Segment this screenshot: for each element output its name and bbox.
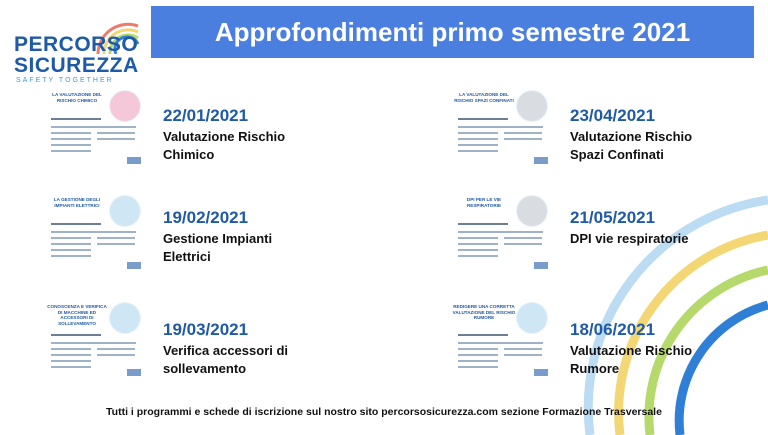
- flyer-thumbnail[interactable]: [45, 88, 145, 168]
- flyer-photo: [516, 302, 548, 334]
- event-title-line1: Valutazione Rischio: [570, 343, 693, 358]
- event-title-line2: Chimico: [163, 147, 215, 162]
- event-date: 19/02/2021: [163, 208, 249, 227]
- flyer-title: DPI PER LE VIE RESPIRATORIE: [466, 197, 502, 208]
- event-date: 21/05/2021: [570, 208, 656, 227]
- event-date: 19/03/2021: [163, 320, 249, 339]
- flyer-title: CONOSCENZA E VERIFICA DI MACCHINE ED ACCESSORI DI SOLLEVAMENTO: [47, 304, 107, 326]
- flyer-thumbnail[interactable]: [452, 300, 552, 380]
- flyer-photo: [516, 90, 548, 122]
- event-title: [570, 230, 689, 248]
- logo-line2: SICUREZZA: [14, 54, 139, 77]
- event-date: 18/06/2021: [570, 320, 656, 339]
- event-title: [163, 128, 285, 164]
- event-title: [570, 128, 692, 164]
- event-date: 22/01/2021: [163, 106, 249, 125]
- flyer-title: REDIGERE UNA CORRETTA VALUTAZIONE DEL RISCHIO RUMORE: [452, 304, 516, 320]
- flyer-photo: [109, 90, 141, 122]
- flyer-thumbnail[interactable]: [452, 88, 552, 168]
- company-logo: [8, 14, 148, 84]
- footer-note: Tutti i programmi e schede di iscrizione sul nostro sito percorsosicurezza.com sezione Formazione Trasversale: [106, 406, 662, 418]
- flyer-photo: [109, 195, 141, 227]
- flyer-title: LA VALUTAZIONE DEL RISCHIO SPAZI CONFINATI: [454, 92, 514, 103]
- title-banner: [151, 6, 754, 58]
- event-title: [163, 342, 288, 378]
- flyer-photo: [516, 195, 548, 227]
- event-date: 23/04/2021: [570, 106, 656, 125]
- event-title-line2: sollevamento: [163, 361, 247, 376]
- event-title-line2: Spazi Confinati: [570, 147, 664, 162]
- event-title-line1: Verifica accessori di: [163, 343, 289, 358]
- event-title-line1: Valutazione Rischio: [570, 129, 693, 144]
- event-title-line1: Valutazione Rischio: [163, 129, 286, 144]
- event-title-line2: Rumore: [570, 361, 620, 376]
- event-title: [163, 230, 272, 266]
- page-title: Approfondimenti primo semestre 2021: [214, 16, 691, 47]
- event-title-line2: Elettrici: [163, 249, 211, 264]
- flyer-thumbnail[interactable]: [45, 300, 145, 380]
- event-title-line1: DPI vie respiratorie: [570, 231, 689, 246]
- logo-tagline: SAFETY TOGETHER: [16, 77, 114, 84]
- logo-line1: PERCORSO: [14, 33, 139, 56]
- flyer-thumbnail[interactable]: [452, 193, 552, 273]
- flyer-photo: [109, 302, 141, 334]
- flyer-thumbnail[interactable]: [45, 193, 145, 273]
- event-title-line1: Gestione Impianti: [163, 231, 273, 246]
- event-title: [570, 342, 692, 378]
- flyer-title: LA VALUTAZIONE DEL RISCHIO CHIMICO: [52, 92, 102, 103]
- flyer-title: LA GESTIONE DEGLI IMPIANTI ELETTRICI: [53, 197, 101, 208]
